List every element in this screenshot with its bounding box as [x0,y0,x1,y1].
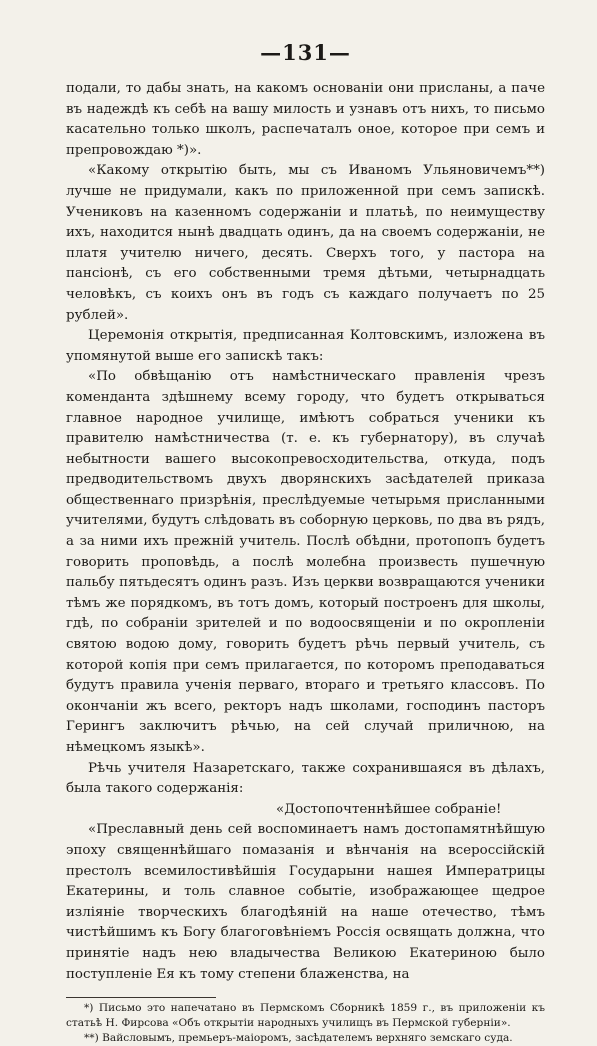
footnote: *) Письмо это напечатано въ Пермскомъ Сборникѣ 1859 г., въ приложенiи къ статьѣ Н. Фирсова «Объ открытiи народныхъ училищъ въ Пермской губернiи». [66,1002,545,1030]
paragraph: «Какому открытiю быть, мы съ Иваномъ Ульяновичемъ**) лучше не придумали, какъ по приложенной при семъ запискѣ. Учениковъ на казенномъ содержанiи и платьѣ, по неимуществу ихъ, находится нынѣ двадцать одинъ, да на своемъ содержанiи, не платя учителю ничего, десять. Сверхъ того, у пастора на пансiонѣ, съ его собственными тремя дѣтьми, четырнадцать человѣкъ, съ коихъ онъ въ годъ съ каждаго получаетъ по 25 рублей». [66,163,545,323]
paragraph: Рѣчь учителя Назаретскаго, также сохранившаяся въ дѣлахъ, была такого содержанiя: [66,760,545,797]
body-text [66,79,545,985]
footnotes [66,1001,545,1046]
paragraph: подали, то дабы знать, на какомъ основанiи они присланы, а паче въ надеждѣ къ себѣ на вашу милость и узнавъ отъ нихъ, то письмо касательно только школъ, распечаталъ оное, которое при семъ и препровождаю *)». [66,81,545,158]
paragraph: «Преславный день сей воспоминаетъ намъ достопамятнѣйшую эпоху священнѣйшаго помазанiя и вѣнчанiя на всероссiйскiй престолъ всемилостивѣйшiя Государыни нашея Императрицы Екатерины, и толь славное событiе, изображающее щедрое излiянiе творческихъ благодѣянiй на наше отечество, тѣмъ чистѣйшимъ къ Богу благоговѣнiемъ Россiя освящать должна, что принятiе надъ нею владычества Великою Екатериною было поступленiе Ея къ тому степени блаженства, на [66,822,545,982]
paragraph: «По обвѣщанiю отъ намѣстническаго правленiя чрезъ коменданта здѣшнему всему городу, что будетъ открываться главное народное училище, имѣютъ собраться ученики къ правителю намѣстничества (т. е. къ губернатору), въ случаѣ небытности вашего высокопревосходительства, откуда, подъ предводительствомъ двухъ дворянскихъ засѣдателей приказа общественнаго призрѣнiя, преслѣдуемые четырьмя присланными учителями, будутъ слѣдовать въ соборную церковь, по два въ рядъ, а за ними ихъ прежнiй учитель. Послѣ обѣдни, протопопъ будетъ говорить проповѣдь, а послѣ молебна произвесть пушечную пальбу пятьдесятъ одинъ разъ. Изъ церкви возвращаются ученики тѣмъ же порядкомъ, въ тотъ домъ, который построенъ для школы, гдѣ, по собранiи зрителей и по водоосвященiи и по окропленiи святою водою дому, говорить будетъ рѣчь первый учитель, съ которой копiя при семъ прилагается, по которомъ преподаваться будутъ правила ученiя перваго, втораго и третьяго классовъ. По окончанiи жъ всего, ректоръ надъ школами, господинъ пасторъ Герингъ заключитъ рѣчью, на сей случай приличною, на нѣмецкомъ языкѣ». [66,369,545,755]
footnote-divider [66,997,216,998]
salutation: «Достопочтеннѣйшее собранiе! [276,801,502,817]
page-number: —131— [260,40,351,65]
footnote: **) Вайсловымъ, премьеръ-маiоромъ, засѣдателемъ верхняго земскаго суда. [84,1032,513,1045]
paragraph: Церемонiя открытiя, предписанная Колтовскимъ, изложена въ упомянутой выше его запискѣ такъ: [66,328,545,364]
